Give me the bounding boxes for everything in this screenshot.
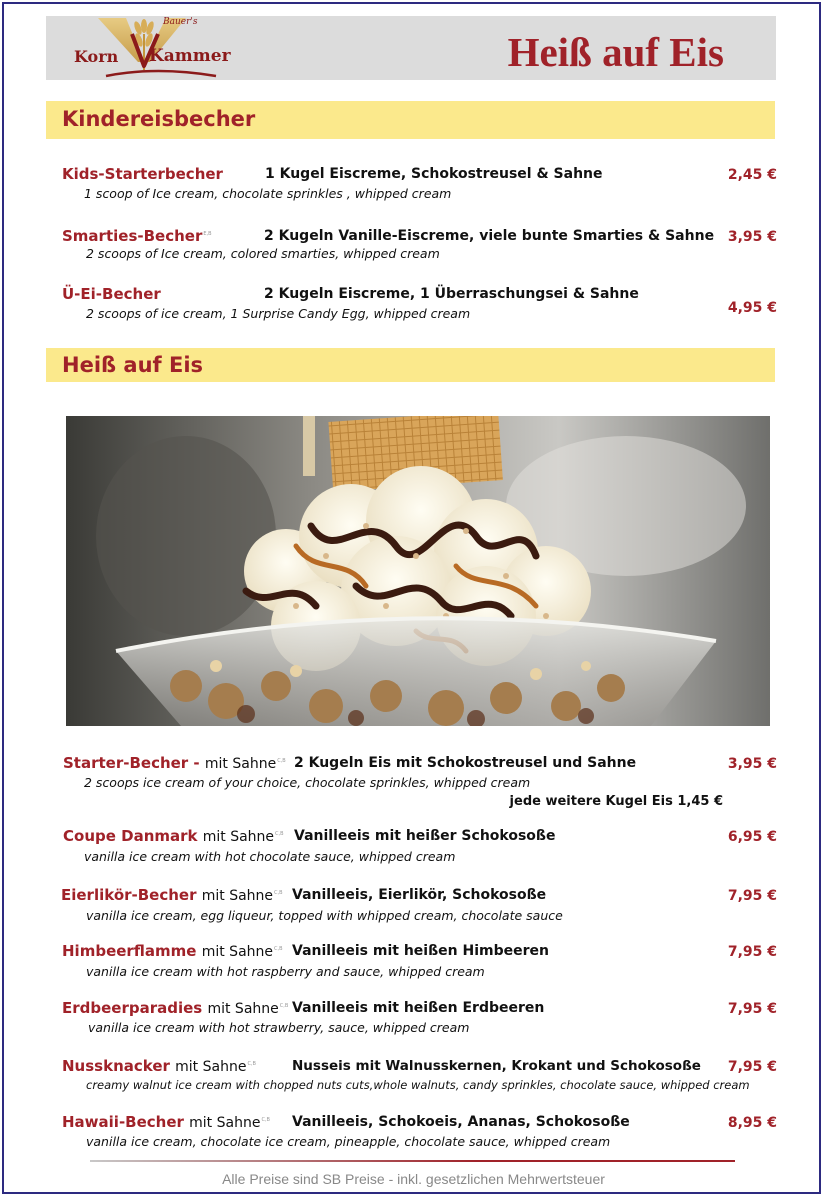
with-cream-note: mit Sahne — [175, 1059, 247, 1075]
menu-item-price: 8,95 € — [727, 1115, 777, 1131]
menu-item-description: 1 Kugel Eiscreme, Schokostreusel & Sahne — [265, 166, 603, 182]
menu-item-name: Ü-Ei-Becher — [62, 285, 161, 303]
allergen-note: E,B — [203, 231, 212, 237]
extra-scoop-note: jede weitere Kugel Eis 1,45 € — [509, 794, 723, 809]
with-cream-note: mit Sahne — [207, 1001, 279, 1017]
page-title: Heiß auf Eis — [507, 29, 724, 75]
kornkammer-logo — [46, 16, 276, 80]
menu-item-description: Vanilleeis, Eierlikör, Schokosoße — [292, 887, 547, 903]
menu-item-name: Starter-Becher - mit Sahne$^{C,B}$ — [63, 754, 286, 772]
allergen-note: C,B — [277, 758, 286, 764]
with-cream-note: mit Sahne — [201, 888, 274, 904]
menu-item-name: Nussknacker mit Sahne$^{C,B}$ — [62, 1057, 256, 1075]
menu-item-price: 2,45 € — [727, 167, 777, 183]
allergen-note: C,B — [247, 1061, 256, 1067]
menu-item-description: 2 Kugeln Eiscreme, 1 Überraschungsei & Sahne — [264, 286, 639, 302]
menu-item-english: 1 scoop of Ice cream, chocolate sprinkles , whipped cream — [84, 186, 452, 201]
logo-korn: Korn — [74, 47, 119, 66]
allergen-note: C,B — [274, 890, 283, 896]
menu-item-english: 2 scoops of ice cream, 1 Surprise Candy Egg, whipped cream — [86, 306, 471, 321]
section-title: Heiß auf Eis — [62, 353, 204, 377]
menu-item-english: vanilla ice cream, chocolate ice cream, pineapple, chocolate sauce, whipped cream — [86, 1134, 611, 1149]
menu-item-description: 2 Kugeln Vanille-Eiscreme, viele bunte Smarties & Sahne — [264, 228, 715, 244]
menu-item-price: 3,95 € — [727, 229, 777, 245]
with-cream-note: mit Sahne — [201, 944, 274, 960]
menu-header — [46, 16, 776, 80]
menu-item-name: Eierlikör-Becher mit Sahne$^{C,B}$ — [61, 886, 283, 904]
menu-item-english: 2 scoops ice cream of your choice, chocolate sprinkles, whipped cream — [84, 775, 531, 790]
menu-item-english: vanilla ice cream, egg liqueur, topped with whipped cream, chocolate sauce — [86, 908, 563, 923]
menu-item-price: 7,95 € — [727, 944, 777, 960]
with-cream-note: mit Sahne — [189, 1115, 261, 1131]
allergen-note: C,B — [275, 831, 284, 837]
menu-item-description: Vanilleeis mit heißen Himbeeren — [292, 943, 549, 959]
menu-item-english: creamy walnut ice cream with chopped nuts cuts,whole walnuts, candy sprinkles, chocolate sauce, whipped cream — [86, 1078, 750, 1092]
allergen-note: C,B — [261, 1117, 270, 1123]
menu-item-description: 2 Kugeln Eis mit Schokostreusel und Sahne — [294, 755, 637, 771]
sundae-photo — [66, 416, 770, 726]
menu-item-name: Smarties-Becher$^{E,B}$ — [62, 227, 212, 245]
menu-item-english: vanilla ice cream with hot strawberry, sauce, whipped cream — [88, 1020, 470, 1035]
menu-item-price: 3,95 € — [727, 756, 777, 772]
menu-item-price: 7,95 € — [727, 888, 777, 904]
menu-item-name: Erdbeerparadies mit Sahne$^{C,B}$ — [62, 999, 289, 1017]
menu-item-english: vanilla ice cream with hot raspberry and sauce, whipped cream — [86, 964, 485, 979]
menu-item-english: vanilla ice cream with hot chocolate sauce, whipped cream — [84, 849, 456, 864]
menu-item-name: Hawaii-Becher mit Sahne$^{C,B}$ — [62, 1113, 270, 1131]
footer-note: Alle Preise sind SB Preise - inkl. gesetzlichen Mehrwertsteuer — [222, 1171, 605, 1187]
menu-item-price: 7,95 € — [727, 1001, 777, 1017]
menu-item-name: Kids-Starterbecher — [62, 165, 223, 183]
menu-item-price: 4,95 € — [727, 300, 777, 316]
section-title: Kindereisbecher — [62, 107, 256, 131]
section-heiss-auf-eis — [46, 348, 775, 382]
menu-item-description: Nusseis mit Walnusskernen, Krokant und Schokosoße — [292, 1058, 701, 1074]
allergen-note: C,B — [279, 1003, 289, 1009]
menu-item-price: 7,95 € — [727, 1059, 777, 1075]
menu-item-description: Vanilleeis mit heißer Schokosoße — [294, 828, 556, 844]
menu-item-name: Himbeerflamme mit Sahne$^{C,B}$ — [62, 942, 283, 960]
logo-bauers: Bauer's — [163, 17, 198, 27]
menu-item-name: Coupe Danmark mit Sahne$^{C,B}$ — [63, 827, 284, 845]
allergen-note: C,B — [274, 946, 283, 952]
menu-item-description: Vanilleeis, Schokoeis, Ananas, Schokosoße — [292, 1114, 630, 1130]
ice-cream-sundae-image — [66, 416, 770, 726]
menu-item-english: 2 scoops of Ice cream, colored smarties, whipped cream — [86, 246, 440, 261]
menu-item-price: 6,95 € — [727, 829, 777, 845]
with-cream-note: mit Sahne — [204, 756, 277, 772]
with-cream-note: mit Sahne — [202, 829, 275, 845]
section-kindereisbecher — [46, 101, 775, 139]
menu-item-description: Vanilleeis mit heißen Erdbeeren — [292, 1000, 545, 1016]
footer-divider — [90, 1160, 735, 1162]
logo-kammer: Kammer — [149, 46, 231, 66]
